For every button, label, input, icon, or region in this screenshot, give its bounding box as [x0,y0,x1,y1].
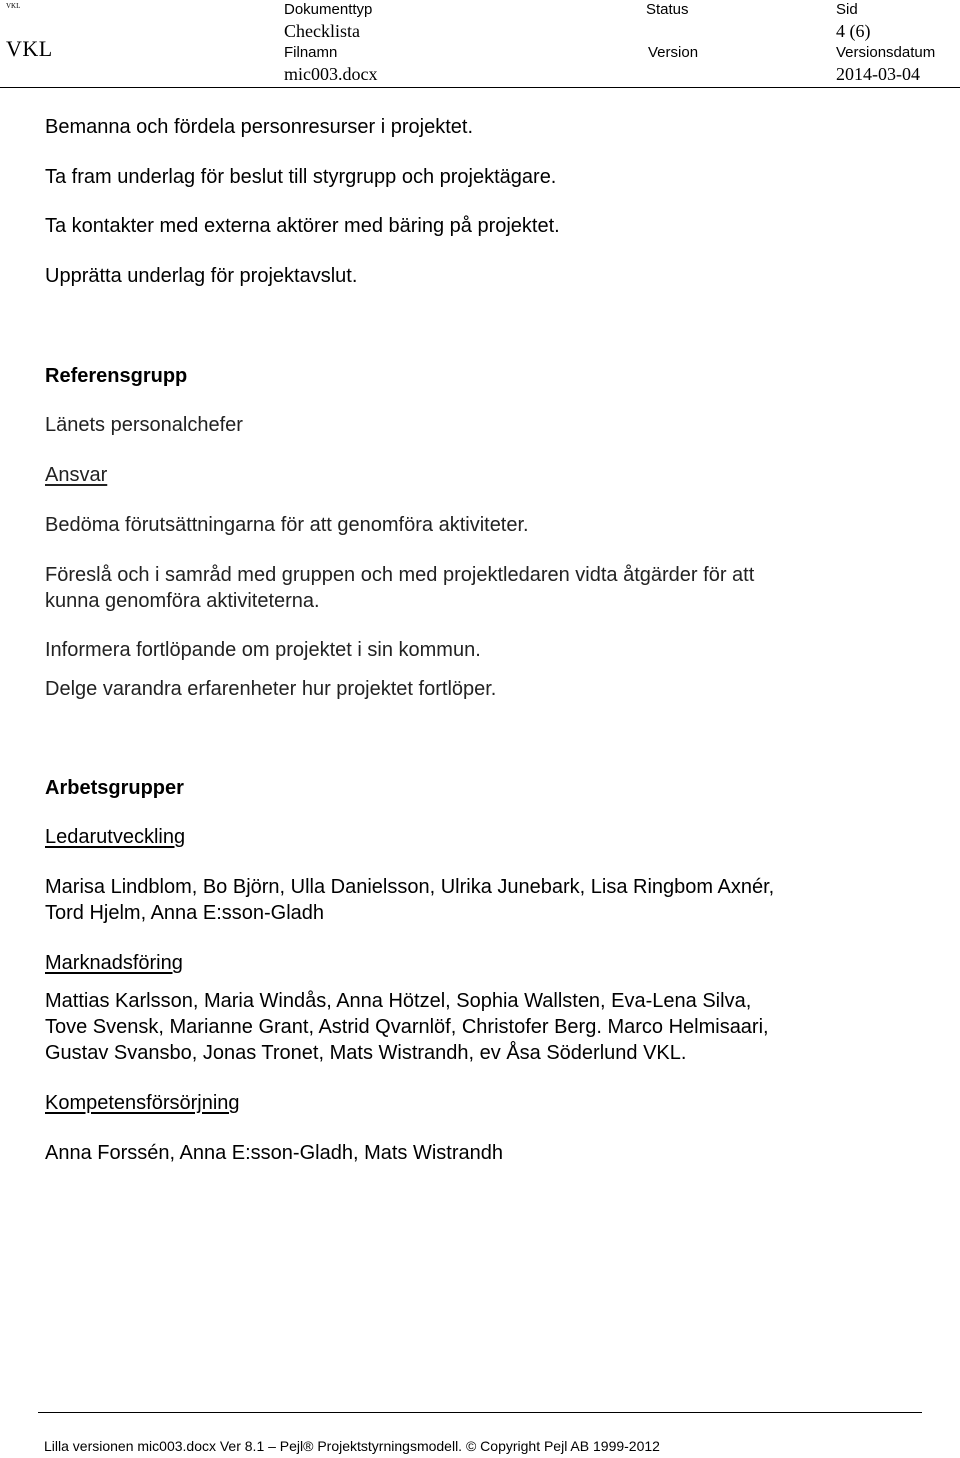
duty-item-continued: kunna genomföra aktiviteterna. [45,590,320,612]
page-label: Sid [836,1,858,18]
duty-item: Delge varandra erfarenheter hur projektet fortlöper. [45,678,497,700]
section-heading-arbetsgrupper: Arbetsgrupper [45,777,184,799]
ansvar-subheading: Ansvar [45,464,108,486]
group-members: Marisa Lindblom, Bo Björn, Ulla Danielsson, Ulrika Junebark, Lisa Ringbom Axnér, [45,876,775,898]
version-date-label: Versionsdatum [836,44,936,61]
duty-item: Bedöma förutsättningarna för att genomföra aktiviteter. [45,514,529,536]
task-item: Ta kontakter med externa aktörer med bäring på projektet. [45,215,560,237]
version-date-value: 2014-03-04 [836,64,920,84]
logo: VKL [6,36,53,61]
referensgrupp-members: Länets personalchefer [45,414,243,436]
group-title-kompetensforsorjning: Kompetensförsörjning [45,1092,240,1114]
task-item: Bemanna och fördela personresurser i projektet. [45,116,474,138]
group-members: Tove Svensk, Marianne Grant, Astrid Qvarnlöf, Christofer Berg. Marco Helmisaari, [45,1016,769,1038]
header-divider [0,87,960,88]
filename-value: mic003.docx [284,64,378,84]
status-label: Status [646,1,689,18]
task-item: Upprätta underlag för projektavslut. [45,265,358,287]
group-title-marknadsforing: Marknadsföring [45,952,183,974]
footer-divider [38,1412,922,1413]
version-label: Version [648,44,699,61]
duty-item: Informera fortlöpande om projektet i sin kommun. [45,639,481,661]
group-members: Gustav Svansbo, Jonas Tronet, Mats Wistrandh, ev Åsa Söderlund VKL. [45,1042,687,1064]
doc-type-label: Dokumenttyp [284,1,373,18]
small-logo-text: VKL [6,2,21,10]
group-members: Tord Hjelm, Anna E:sson-Gladh [45,902,325,924]
filename-label: Filnamn [284,44,338,61]
duty-item: Föreslå och i samråd med gruppen och med projektledaren vidta åtgärder för att [45,564,755,586]
group-members: Anna Forssén, Anna E:sson-Gladh, Mats Wistrandh [45,1142,503,1164]
doc-type-value: Checklista [284,21,360,41]
task-item: Ta fram underlag för beslut till styrgrupp och projektägare. [45,166,557,188]
section-heading-referensgrupp: Referensgrupp [45,365,188,387]
page-number: 4 (6) [836,21,871,41]
footer-text: Lilla versionen mic003.docx Ver 8.1 – Pejl® Projektstyrningsmodell. © Copyright Pejl AB 1999-2012 [44,1438,660,1454]
group-members: Mattias Karlsson, Maria Windås, Anna Hötzel, Sophia Wallsten, Eva-Lena Silva, [45,990,752,1012]
group-title-ledarutveckling: Ledarutveckling [45,826,186,848]
